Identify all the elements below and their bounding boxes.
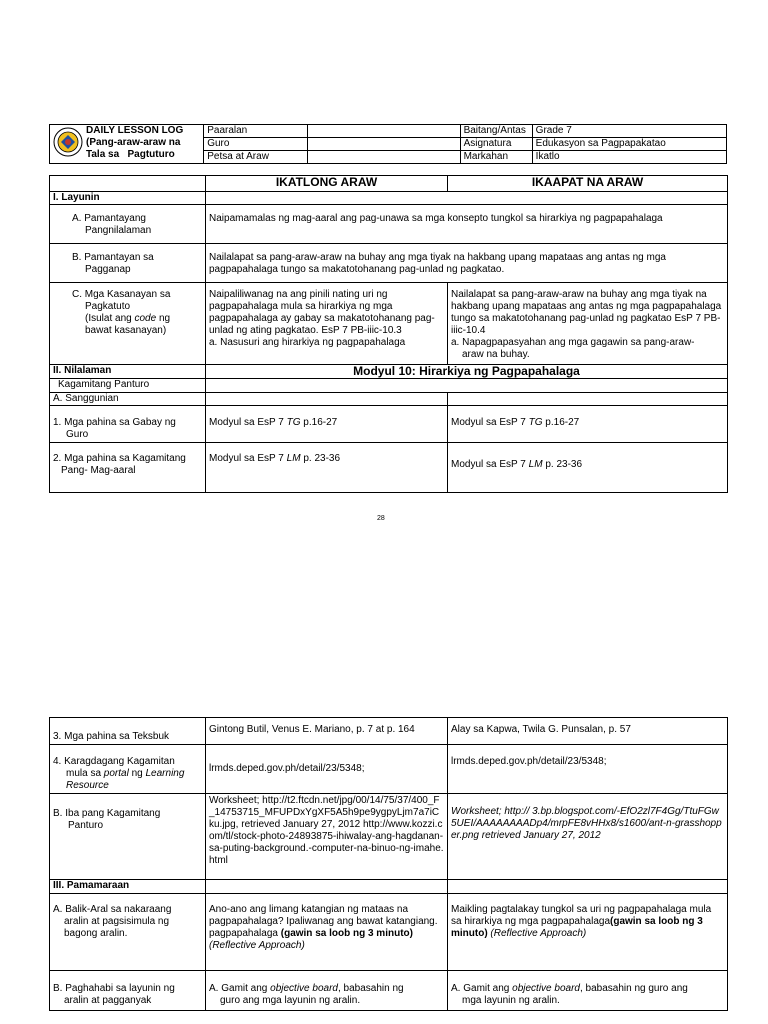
value-markahan: Ikatlo (532, 151, 726, 164)
modyul-title: Modyul 10: Hirarkiya ng Pagpapahalaga (206, 365, 728, 379)
deped-seal-icon (53, 127, 83, 157)
label-b-line2: Pagganap (85, 264, 131, 275)
kagamitang-day4: Modyul sa EsP 7 LM p. 23-36 (448, 443, 728, 493)
text-pamantayan-pagganap: Nailalapat sa pang-araw-araw na buhay ang mga tiyak na hakbang upang mapataas ang antas ng mga pagpapahalaga tungo sa makatotohanang pag-unlad ng pagkatao. (206, 244, 728, 283)
label-a-line1: A. Pamantayang (72, 213, 146, 224)
label-kasanayan (50, 283, 206, 365)
label-markahan: Markahan (460, 151, 532, 164)
empty-head-cell (50, 176, 206, 192)
kasanayan-day4-text: Nailalapat sa pang-araw-araw na buhay ang mga tiyak na hakbang upang mapataas ang antas ng mga pagpapahalaga tungo sa makatotohanang pag-unlad ng pagkatao EsP 7 PB-iiic-10.4 (451, 289, 722, 336)
label-iba-line2: Panturo (68, 820, 104, 831)
iba-pang-day4: Worksheet; http:// 3.bp.blogspot.com/-EfO2zl7F4Gg/TtuFGw5UEI/AAAAAAAADp4/mrpFE8vHHx8/s1600/ant-n-grasshopper.png retrieved January 27, 2012 (448, 794, 728, 880)
value-petsa (308, 151, 460, 164)
label-c-line1: C. Mga Kasanayan sa (72, 289, 171, 300)
empty-pamamaraan-day4 (448, 880, 728, 894)
label-c-line4: bawat kasanayan) (85, 325, 167, 336)
section-pamamaraan: III. Pamamaraan (50, 880, 206, 894)
lesson-log-header (49, 124, 727, 164)
label-kar-line2: mula sa portal ng Learning (66, 768, 185, 779)
label-paghahabi (50, 971, 206, 1011)
label-asignatura: Asignatura (460, 138, 532, 151)
label-iba-line1: B. Iba pang Kagamitang (53, 808, 161, 819)
label-gabay-ng-guro (50, 406, 206, 443)
log-title: DAILY LESSON LOG (86, 125, 184, 136)
column-header-day4: IKAAPAT NA ARAW (448, 176, 728, 192)
kagamitang-day3: Modyul sa EsP 7 LM p. 23-36 (206, 443, 448, 493)
section-nilalaman: II. Nilalaman (50, 365, 206, 379)
text-pamantayang-pangnilalaman: Naipamamalas ng mag-aaral ang pag-unawa sa mga konsepto tungkol sa hirarkiya ng pagpapahalaga (206, 205, 728, 244)
teksbuk-day4: Alay sa Kapwa, Twila G. Punsalan, p. 57 (448, 718, 728, 745)
label-a-line2: Pangnilalaman (85, 225, 152, 236)
label-kagamitan-panturo: Kagamitang Panturo (50, 379, 206, 393)
teksbuk-day3: Gintong Butil, Venus E. Mariano, p. 7 at p. 164 (206, 718, 448, 745)
label-balik-line2: aralin at pagsisimula ng (64, 916, 170, 927)
label-balik-aral (50, 894, 206, 971)
label-petsa: Petsa at Araw (204, 151, 308, 164)
kasanayan-day4-sub-1: a. Napagpapasyahan ang mga gagawin sa pang-araw- (451, 337, 695, 348)
kasanayan-day4 (448, 283, 728, 365)
gabay-day4: Modyul sa EsP 7 TG p.16-27 (448, 406, 728, 443)
paghahabi-day3: A. Gamit ang objective board, babasahin ng guro ang mga layunin ng aralin. (206, 971, 448, 1011)
label-pag-line2: aralin at pagganyak (64, 995, 152, 1006)
label-balik-line3: bagong aralin. (64, 928, 128, 939)
label-pamantayan-pagganap (50, 244, 206, 283)
label-iba-pang-kagamitan (50, 794, 206, 880)
balik-aral-day3: Ano-ano ang limang katangian ng mataas na pagpapahalaga? Ipaliwanag ang bawat katangiang. pagpapahalaga (gawin sa loob ng 3 minuto) (Reflective Approach) (206, 894, 448, 971)
iba-pang-day3: Worksheet; http://t2.ftcdn.net/jpg/00/14/75/37/400_F_14753715_MFUPDxYgXF5A5h9pe9ygpyLjm7a7iCku.jpg, retrieved January 27, 2012 http://www.kozzi.com/tl/stock-photo-24893875-ihiwalay-ang-hagdanan-sa-puting-background.-computer-na-binuo-ng-imahe.html (206, 794, 448, 880)
empty-sanggunian-day3 (206, 393, 448, 406)
page-number: 28 (377, 515, 385, 522)
label-kar-line1: 4. Karagdagang Kagamitan (53, 756, 175, 767)
label-pag-line1: B. Paghahabi sa layunin ng (53, 983, 175, 994)
label-kagamitang-mag-aaral (50, 443, 206, 493)
kasanayan-day3-text: Naipaliliwanag na ang pinili nating uri ng pagpapahalaga mula sa hirarkiya ng mga pagpapahalaga ay gabay sa makatotohanang pag-unlad ng ating pagkatao. EsP 7 PB-iiic-10.3 (209, 289, 435, 336)
label-gabay-line1: 1. Mga pahina sa Gabay ng (53, 417, 176, 428)
label-b-line1: B. Pamantayan sa (72, 252, 154, 263)
label-balik-line1: A. Balik-Aral sa nakaraang (53, 904, 172, 915)
label-pamantayang-pangnilalaman (50, 205, 206, 244)
value-asignatura: Edukasyon sa Pagpapakatao (532, 138, 726, 151)
lesson-table-part1 (49, 175, 728, 493)
kasanayan-day3-sub: a. Nasusuri ang hirarkiya ng pagpapahalaga (209, 337, 406, 348)
label-kagamitang-line2: Pang- Mag-aaral (61, 465, 136, 476)
label-guro: Guro (204, 138, 308, 151)
gabay-day3: Modyul sa EsP 7 TG p.16-27 (206, 406, 448, 443)
label-gabay-line2: Guro (66, 429, 89, 440)
empty-kagamitan-cell (206, 379, 728, 393)
column-header-day3: IKATLONG ARAW (206, 176, 448, 192)
label-sanggunian: A. Sanggunian (50, 393, 206, 406)
log-subtitle-2: Tala sa Pagtuturo (86, 149, 175, 160)
label-kar-line3: Resource (66, 780, 109, 791)
empty-layunin-cell (206, 192, 728, 205)
lesson-table-part2 (49, 717, 728, 1011)
log-subtitle-1: (Pang-araw-araw na (86, 137, 181, 148)
label-baitang: Baitang/Antas (460, 125, 532, 138)
label-teksbuk: 3. Mga pahina sa Teksbuk (50, 718, 206, 745)
section-layunin: I. Layunin (50, 192, 206, 205)
karagdagang-day3: lrmds.deped.gov.ph/detail/23/5348; (206, 745, 448, 794)
label-paaralan: Paaralan (204, 125, 308, 138)
kasanayan-day3 (206, 283, 448, 365)
label-c-line2: Pagkatuto (85, 301, 131, 312)
value-baitang: Grade 7 (532, 125, 726, 138)
label-c-line3: (Isulat ang code ng (85, 313, 171, 324)
value-guro (308, 138, 460, 151)
value-paaralan (308, 125, 460, 138)
empty-pamamaraan-day3 (206, 880, 448, 894)
karagdagang-day4: lrmds.deped.gov.ph/detail/23/5348; (448, 745, 728, 794)
balik-aral-day4: Maikling pagtalakay tungkol sa uri ng pagpapahalaga mula sa hirarkiya ng mga pagpapahalaga(gawin sa loob ng 3 minuto) (Reflective Approach) (448, 894, 728, 971)
paghahabi-day4: A. Gamit ang objective board, babasahin ng guro ang mga layunin ng aralin. (448, 971, 728, 1011)
header-title-cell (50, 125, 204, 164)
kasanayan-day4-sub-2: araw na buhay. (462, 349, 530, 360)
empty-sanggunian-day4 (448, 393, 728, 406)
label-karagdagang-kagamitan (50, 745, 206, 794)
label-kagamitang-line1: 2. Mga pahina sa Kagamitang (53, 453, 186, 464)
